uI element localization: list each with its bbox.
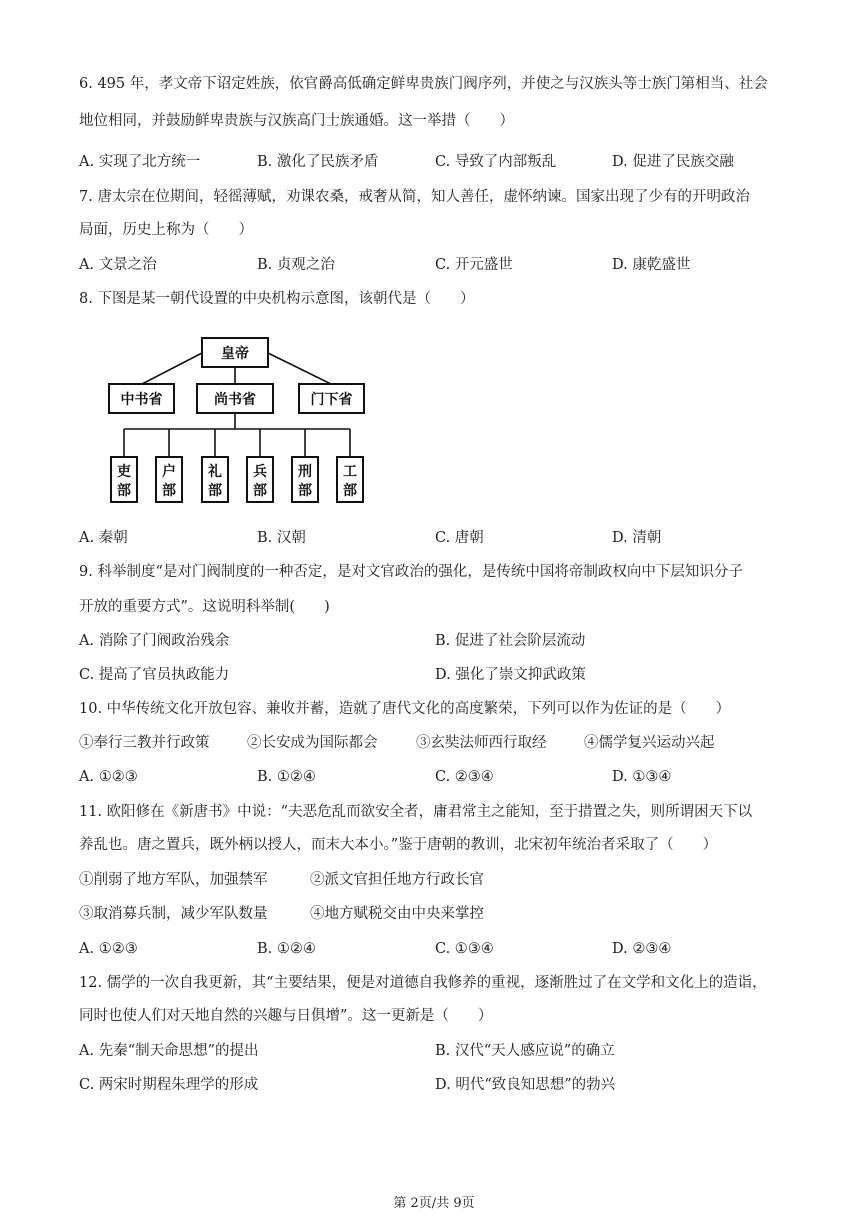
- ministry-hu-revenue: [156, 457, 182, 502]
- q12-option-d[interactable]: D. 明代“致良知思想”的勃兴: [435, 1077, 616, 1093]
- q9-option-b[interactable]: B. 促进了社会阶层流动: [435, 633, 586, 649]
- q9-option-d[interactable]: D. 强化了崇文抑武政策: [435, 667, 586, 683]
- central-government-diagram: [107, 337, 369, 507]
- q12-stem-line2: 同时也使人们对天地自然的兴趣与日俱增”。这一更新是（ ）: [79, 1008, 493, 1024]
- q10-option-b[interactable]: B. ①②④: [257, 769, 316, 785]
- q10-option-d[interactable]: D. ①③④: [612, 769, 672, 785]
- svg-text:部: 部: [298, 483, 312, 499]
- q11-option-a[interactable]: A. ①②③: [79, 941, 138, 957]
- q6-stem-line1: 6. 495 年，孝文帝下诏定姓族，依官爵高低确定鲜卑贵族门阀序列，并使之与汉族头等士族门第相当、社会: [79, 76, 768, 92]
- q7-option-c[interactable]: C. 开元盛世: [435, 257, 513, 273]
- q6-stem-line2: 地位相同，并鼓励鲜卑贵族与汉族高门士族通婚。这一举措（ ）: [79, 113, 514, 129]
- svg-text:礼: 礼: [208, 464, 222, 480]
- q12-stem-line1: 12. 儒学的一次自我更新，其“主要结果，便是对道德自我修养的重视，逐渐胜过了在文学和文化上的造诣，: [79, 975, 767, 991]
- q11-item-3: ③取消募兵制，减少军队数量: [79, 906, 268, 922]
- ministry-li-personnel: [111, 457, 137, 502]
- q10-item-4: ④儒学复兴运动兴起: [584, 735, 715, 751]
- q10-stem: 10. 中华传统文化开放包容、兼收并蓄，造就了唐代文化的高度繁荣，下列可以作为佐证的是（ ）: [79, 701, 731, 717]
- q11-option-c[interactable]: C. ①③④: [435, 941, 494, 957]
- q11-option-d[interactable]: D. ②③④: [612, 941, 672, 957]
- q8-option-c[interactable]: C. 唐朝: [435, 530, 484, 546]
- q6-option-a[interactable]: A. 实现了北方统一: [79, 154, 201, 170]
- q6-option-d[interactable]: D. 促进了民族交融: [612, 154, 734, 170]
- q7-stem-line1: 7. 唐太宗在位期间，轻徭薄赋，劝课农桑，戒奢从简，知人善任，虚怀纳谏。国家出现了少有的开明政治: [79, 189, 750, 205]
- q12-option-b[interactable]: B. 汉代“天人感应说”的确立: [435, 1043, 615, 1059]
- q9-stem-line2: 开放的重要方式”。这说明科举制( ): [79, 599, 330, 615]
- svg-text:吏: 吏: [117, 464, 131, 480]
- svg-text:部: 部: [343, 483, 357, 499]
- ministry-gong-works: [337, 457, 363, 502]
- page-number: 第 2页/共 9页: [393, 1196, 475, 1211]
- svg-text:户: 户: [162, 464, 176, 480]
- q10-item-2: ②长安成为国际都会: [247, 735, 378, 751]
- province-label-menxia: 门下省: [310, 392, 353, 408]
- q11-stem-line2: 养乱也。唐之置兵，既外柄以授人，而末大本小。”鉴于唐朝的教训，北宋初年统治者采取了（ ）: [79, 837, 718, 853]
- q11-option-b[interactable]: B. ①②④: [257, 941, 316, 957]
- province-label-shangshu: 尚书省: [214, 392, 256, 408]
- svg-text:工: 工: [343, 464, 357, 480]
- q11-item-1: ①削弱了地方军队，加强禁军: [79, 872, 268, 888]
- q10-option-c[interactable]: C. ②③④: [435, 769, 494, 785]
- svg-text:部: 部: [117, 483, 131, 499]
- province-label-zhongshu: 中书省: [120, 392, 163, 408]
- ministry-xing-justice: [292, 457, 318, 502]
- q10-item-1: ①奉行三教并行政策: [79, 735, 210, 751]
- q11-item-4: ④地方赋税交由中央来掌控: [310, 906, 484, 922]
- q11-item-2: ②派文官担任地方行政长官: [310, 872, 484, 888]
- q10-option-a[interactable]: A. ①②③: [79, 769, 138, 785]
- ministry-li-rites: [202, 457, 228, 502]
- q12-option-a[interactable]: A. 先秦“制天命思想”的提出: [79, 1043, 259, 1059]
- svg-text:刑: 刑: [298, 464, 312, 480]
- ministry-bing-war: [247, 457, 273, 502]
- q8-option-d[interactable]: D. 清朝: [612, 530, 662, 546]
- q11-stem-line1: 11. 欧阳修在《新唐书》中说：“夫恶危乱而欲安全者，庸君常主之能知，至于措置之失，则所谓困天下以: [79, 804, 753, 820]
- q8-stem: 8. 下图是某一朝代设置的中央机构示意图，该朝代是（ ）: [79, 291, 475, 307]
- svg-text:兵: 兵: [253, 464, 267, 480]
- q9-option-c[interactable]: C. 提高了官员执政能力: [79, 667, 230, 683]
- q7-stem-line2: 局面，历史上称为（ ）: [79, 222, 253, 238]
- q7-option-d[interactable]: D. 康乾盛世: [612, 257, 691, 273]
- q9-option-a[interactable]: A. 消除了门阀政治残余: [79, 633, 230, 649]
- q10-item-3: ③玄奘法师西行取经: [416, 735, 547, 751]
- svg-text:部: 部: [162, 483, 176, 499]
- q8-option-a[interactable]: A. 秦朝: [79, 530, 128, 546]
- q6-option-b[interactable]: B. 激化了民族矛盾: [257, 154, 379, 170]
- q8-option-b[interactable]: B. 汉朝: [257, 530, 306, 546]
- svg-text:部: 部: [253, 483, 267, 499]
- svg-text:部: 部: [208, 483, 222, 499]
- q6-option-c[interactable]: C. 导致了内部叛乱: [435, 154, 557, 170]
- q7-option-b[interactable]: B. 贞观之治: [257, 257, 335, 273]
- q9-stem-line1: 9. 科举制度“是对门阀制度的一种否定，是对文官政治的强化，是传统中国将帝制政权向中下层知识分子: [79, 564, 743, 580]
- q12-option-c[interactable]: C. 两宋时期程朱理学的形成: [79, 1077, 259, 1093]
- emperor-label: 皇帝: [221, 346, 249, 362]
- q7-option-a[interactable]: A. 文景之治: [79, 257, 157, 273]
